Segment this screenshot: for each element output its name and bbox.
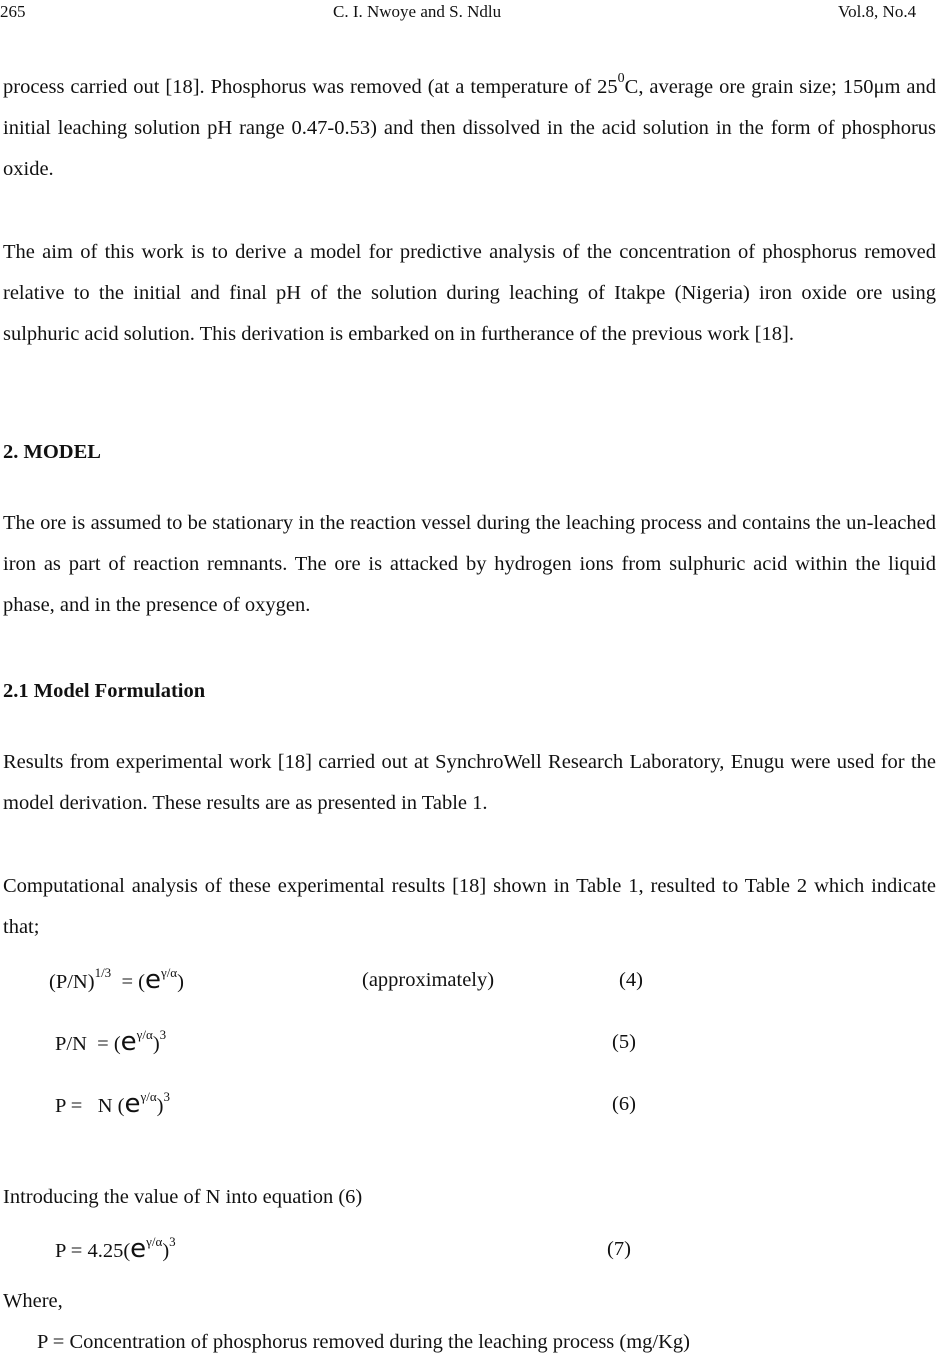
equation-6-lhs: P = N ( — [55, 1095, 125, 1117]
subsection-heading-model-formulation: 2.1 Model Formulation — [3, 680, 206, 702]
equation-6-e-symbol: e — [124, 1089, 141, 1119]
equation-6-e-exponent: γ/α — [140, 1089, 157, 1105]
equation-5 — [55, 1028, 166, 1058]
equation-4-e-exponent: γ/α — [160, 965, 178, 981]
equation-7-close-paren: ) — [162, 1240, 170, 1262]
equation-7-lhs: P = 4.25( — [55, 1240, 131, 1262]
equation-5-close-paren: ) — [152, 1033, 160, 1055]
equation-4-close-paren: ) — [177, 971, 184, 993]
equation-5-cube-exponent: 3 — [159, 1027, 167, 1043]
equation-7 — [55, 1235, 176, 1265]
paragraph-process — [3, 67, 936, 190]
equation-7-e-exponent: γ/α — [146, 1234, 163, 1250]
equation-6-close-paren: ) — [156, 1095, 164, 1117]
definition-p: P = Concentration of phosphorus removed during the leaching process (mg/Kg) — [37, 1331, 690, 1353]
paragraph-results: Results from experimental work [18] carried out at SynchroWell Research Laboratory, Enugu were used for the model derivation. These results are as presented in Table 1. — [3, 751, 936, 814]
equation-6-cube-exponent: 3 — [163, 1089, 170, 1105]
equation-6-number: (6) — [612, 1093, 636, 1115]
equation-7-cube-exponent: 3 — [169, 1234, 176, 1250]
equation-4-note: (approximately) — [362, 969, 495, 991]
running-authors: C. I. Nwoye and S. Ndlu — [333, 2, 502, 21]
equation-5-lhs: P/N = ( — [55, 1033, 121, 1055]
equation-4-lhs: (P/N) — [49, 971, 95, 993]
degree-superscript: 0 — [617, 71, 625, 87]
equation-4-e-symbol: e — [144, 965, 161, 995]
equation-4-equals: = ( — [111, 971, 145, 993]
equation-7-number: (7) — [607, 1238, 631, 1260]
paragraph-process-part-b: C, average ore grain size; 150μm and initial leaching solution pH range 0.47-0.53) and then dissolved in the acid solution in the form of phosphorus oxide. — [3, 76, 936, 180]
paragraph-aim: The aim of this work is to derive a model for predictive analysis of the concentration of phosphorus removed relative to the initial and final pH of the solution during leaching of Itakpe (Nigeria) iron oxide ore using sulphuric acid solution. This derivation is embarked on in furtherance of the previous work [18]. — [3, 241, 936, 345]
equation-5-e-symbol: e — [120, 1027, 137, 1057]
equation-5-e-exponent: γ/α — [136, 1027, 153, 1043]
paragraph-introducing: Introducing the value of N into equation (6) — [3, 1186, 363, 1208]
page-number: 265 — [0, 2, 26, 21]
equation-4 — [49, 966, 184, 996]
equation-4-lhs-exponent: 1/3 — [94, 965, 112, 981]
journal-volume: Vol.8, No.4 — [838, 2, 917, 21]
where-label: Where, — [3, 1290, 63, 1312]
equation-7-e-symbol: e — [130, 1234, 147, 1264]
paragraph-ore: The ore is assumed to be stationary in the reaction vessel during the leaching process and contains the un-leached iron as part of reaction remnants. The ore is attacked by hydrogen ions from sulphuric acid within the liquid phase, and in the presence of oxygen. — [3, 512, 936, 616]
equation-4-number: (4) — [619, 969, 643, 991]
paragraph-computational: Computational analysis of these experimental results [18] shown in Table 1, resulted to Table 2 which indicate that; — [3, 875, 936, 938]
equation-5-number: (5) — [612, 1031, 636, 1053]
section-heading-model: 2. MODEL — [3, 441, 101, 463]
equation-6 — [55, 1090, 170, 1120]
paragraph-process-part-a: process carried out [18]. Phosphorus was removed (at a temperature of 25 — [3, 76, 618, 98]
